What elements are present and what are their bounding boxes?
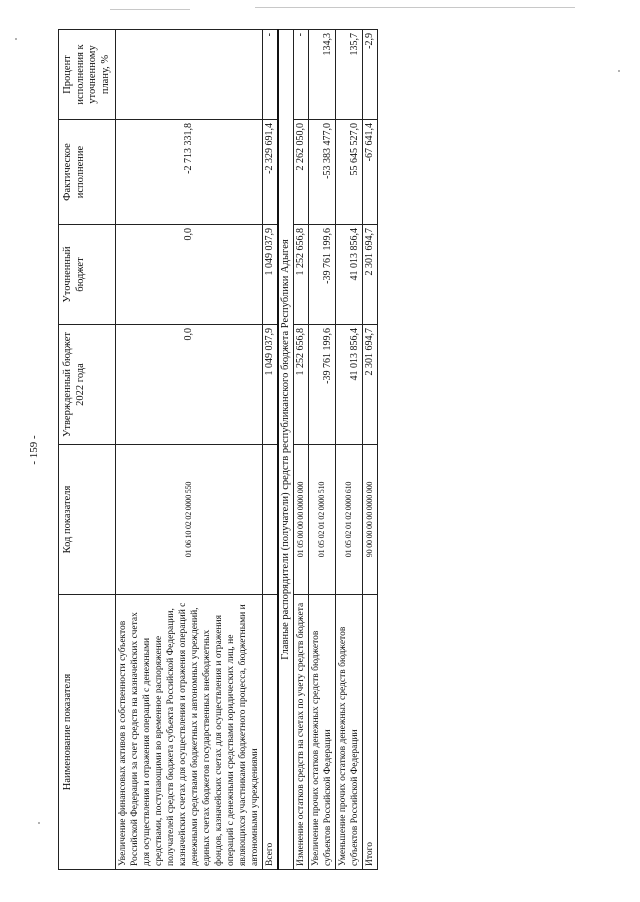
header-refined: Уточненный бюджет <box>59 225 116 325</box>
row-actual: 55 645 527,0 <box>336 120 363 225</box>
table-row <box>336 30 363 870</box>
header-percent: Процент исполнения к уточненному плану, % <box>59 30 116 120</box>
row-percent: 134,3 <box>309 30 336 120</box>
row-actual: -2 713 331,8 <box>116 120 263 225</box>
section-header-row <box>278 30 294 870</box>
row-code: 01 05 02 01 02 0000 610 <box>336 445 363 595</box>
table-row-final-total <box>363 30 378 870</box>
row-name: Всего <box>263 595 279 870</box>
row-code: 01 05 00 00 00 0000 000 <box>294 445 309 595</box>
row-actual: -67 641,4 <box>363 120 378 225</box>
row-actual: -2 329 691,4 <box>263 120 279 225</box>
row-actual: -53 383 477,0 <box>309 120 336 225</box>
header-code: Код показателя <box>59 445 116 595</box>
row-name: Уменьшение прочих остатков денежных средств бюджетов субъектов Российской Федерации <box>336 595 363 870</box>
row-percent: - <box>263 30 279 120</box>
table-row-total <box>263 30 279 870</box>
header-actual: Фактическое исполнение <box>59 120 116 225</box>
row-approved: 1 049 037,9 <box>263 325 279 445</box>
scan-speck <box>15 38 17 40</box>
row-approved: -39 761 199,6 <box>309 325 336 445</box>
row-name: Увеличение финансовых активов в собственности субъектов Российской Федерации за счет средств на казначейских счетах для осуществления и отражения операций с денежными средствами, поступающими во временное распоряжение получателей средств бюджета субъекта Российской Федерации, казначейских счетах для осуществления и отражения операций с денежными средствами бюджетных и автономных учреждений, единых счетах бюджетов государственных внебюджетных фондов, казначейских счетах для осуществления и отражения операций с денежными средствами юридических лиц, не являющихся участниками бюджетного процесса, бюджетными и автономными учреждениями <box>116 595 263 870</box>
table-row <box>116 30 263 870</box>
row-approved: 2 301 694,7 <box>363 325 378 445</box>
row-refined: 2 301 694,7 <box>363 225 378 325</box>
row-code: 01 05 02 01 02 0000 510 <box>309 445 336 595</box>
row-percent: - <box>294 30 309 120</box>
section-title: Главные распорядители (получатели) средств республиканского бюджета Республики Адыгея <box>278 30 294 870</box>
row-name: Изменение остатков средств на счетах по учету средств бюджета <box>294 595 309 870</box>
row-name: Итого <box>363 595 378 870</box>
row-actual: 2 262 050,0 <box>294 120 309 225</box>
header-name: Наименование показателя <box>59 595 116 870</box>
row-code: 01 06 10 02 02 0000 550 <box>116 445 263 595</box>
row-percent <box>116 30 263 120</box>
table-row <box>294 30 309 870</box>
row-code: 90 00 00 00 00 0000 000 <box>363 445 378 595</box>
header-approved: Утвержденный бюджет 2022 года <box>59 325 116 445</box>
row-approved: 0,0 <box>116 325 263 445</box>
rotated-page <box>28 30 408 870</box>
row-approved: 41 013 856,4 <box>336 325 363 445</box>
row-refined: 1 252 656,8 <box>294 225 309 325</box>
scan-artifact <box>255 7 575 8</box>
row-refined: -39 761 199,6 <box>309 225 336 325</box>
budget-table <box>58 29 378 870</box>
row-code <box>263 445 279 595</box>
scan-speck <box>618 70 620 72</box>
table-header-row <box>59 30 116 870</box>
row-approved: 1 252 656,8 <box>294 325 309 445</box>
row-refined: 41 013 856,4 <box>336 225 363 325</box>
row-refined: 1 049 037,9 <box>263 225 279 325</box>
row-percent: -2,9 <box>363 30 378 120</box>
scan-artifact <box>110 9 190 10</box>
row-refined: 0,0 <box>116 225 263 325</box>
page-number: - 159 - <box>28 435 40 465</box>
row-name: Увеличение прочих остатков денежных средств бюджетов субъектов Российской Федерации <box>309 595 336 870</box>
row-percent: 135,7 <box>336 30 363 120</box>
table-row <box>309 30 336 870</box>
